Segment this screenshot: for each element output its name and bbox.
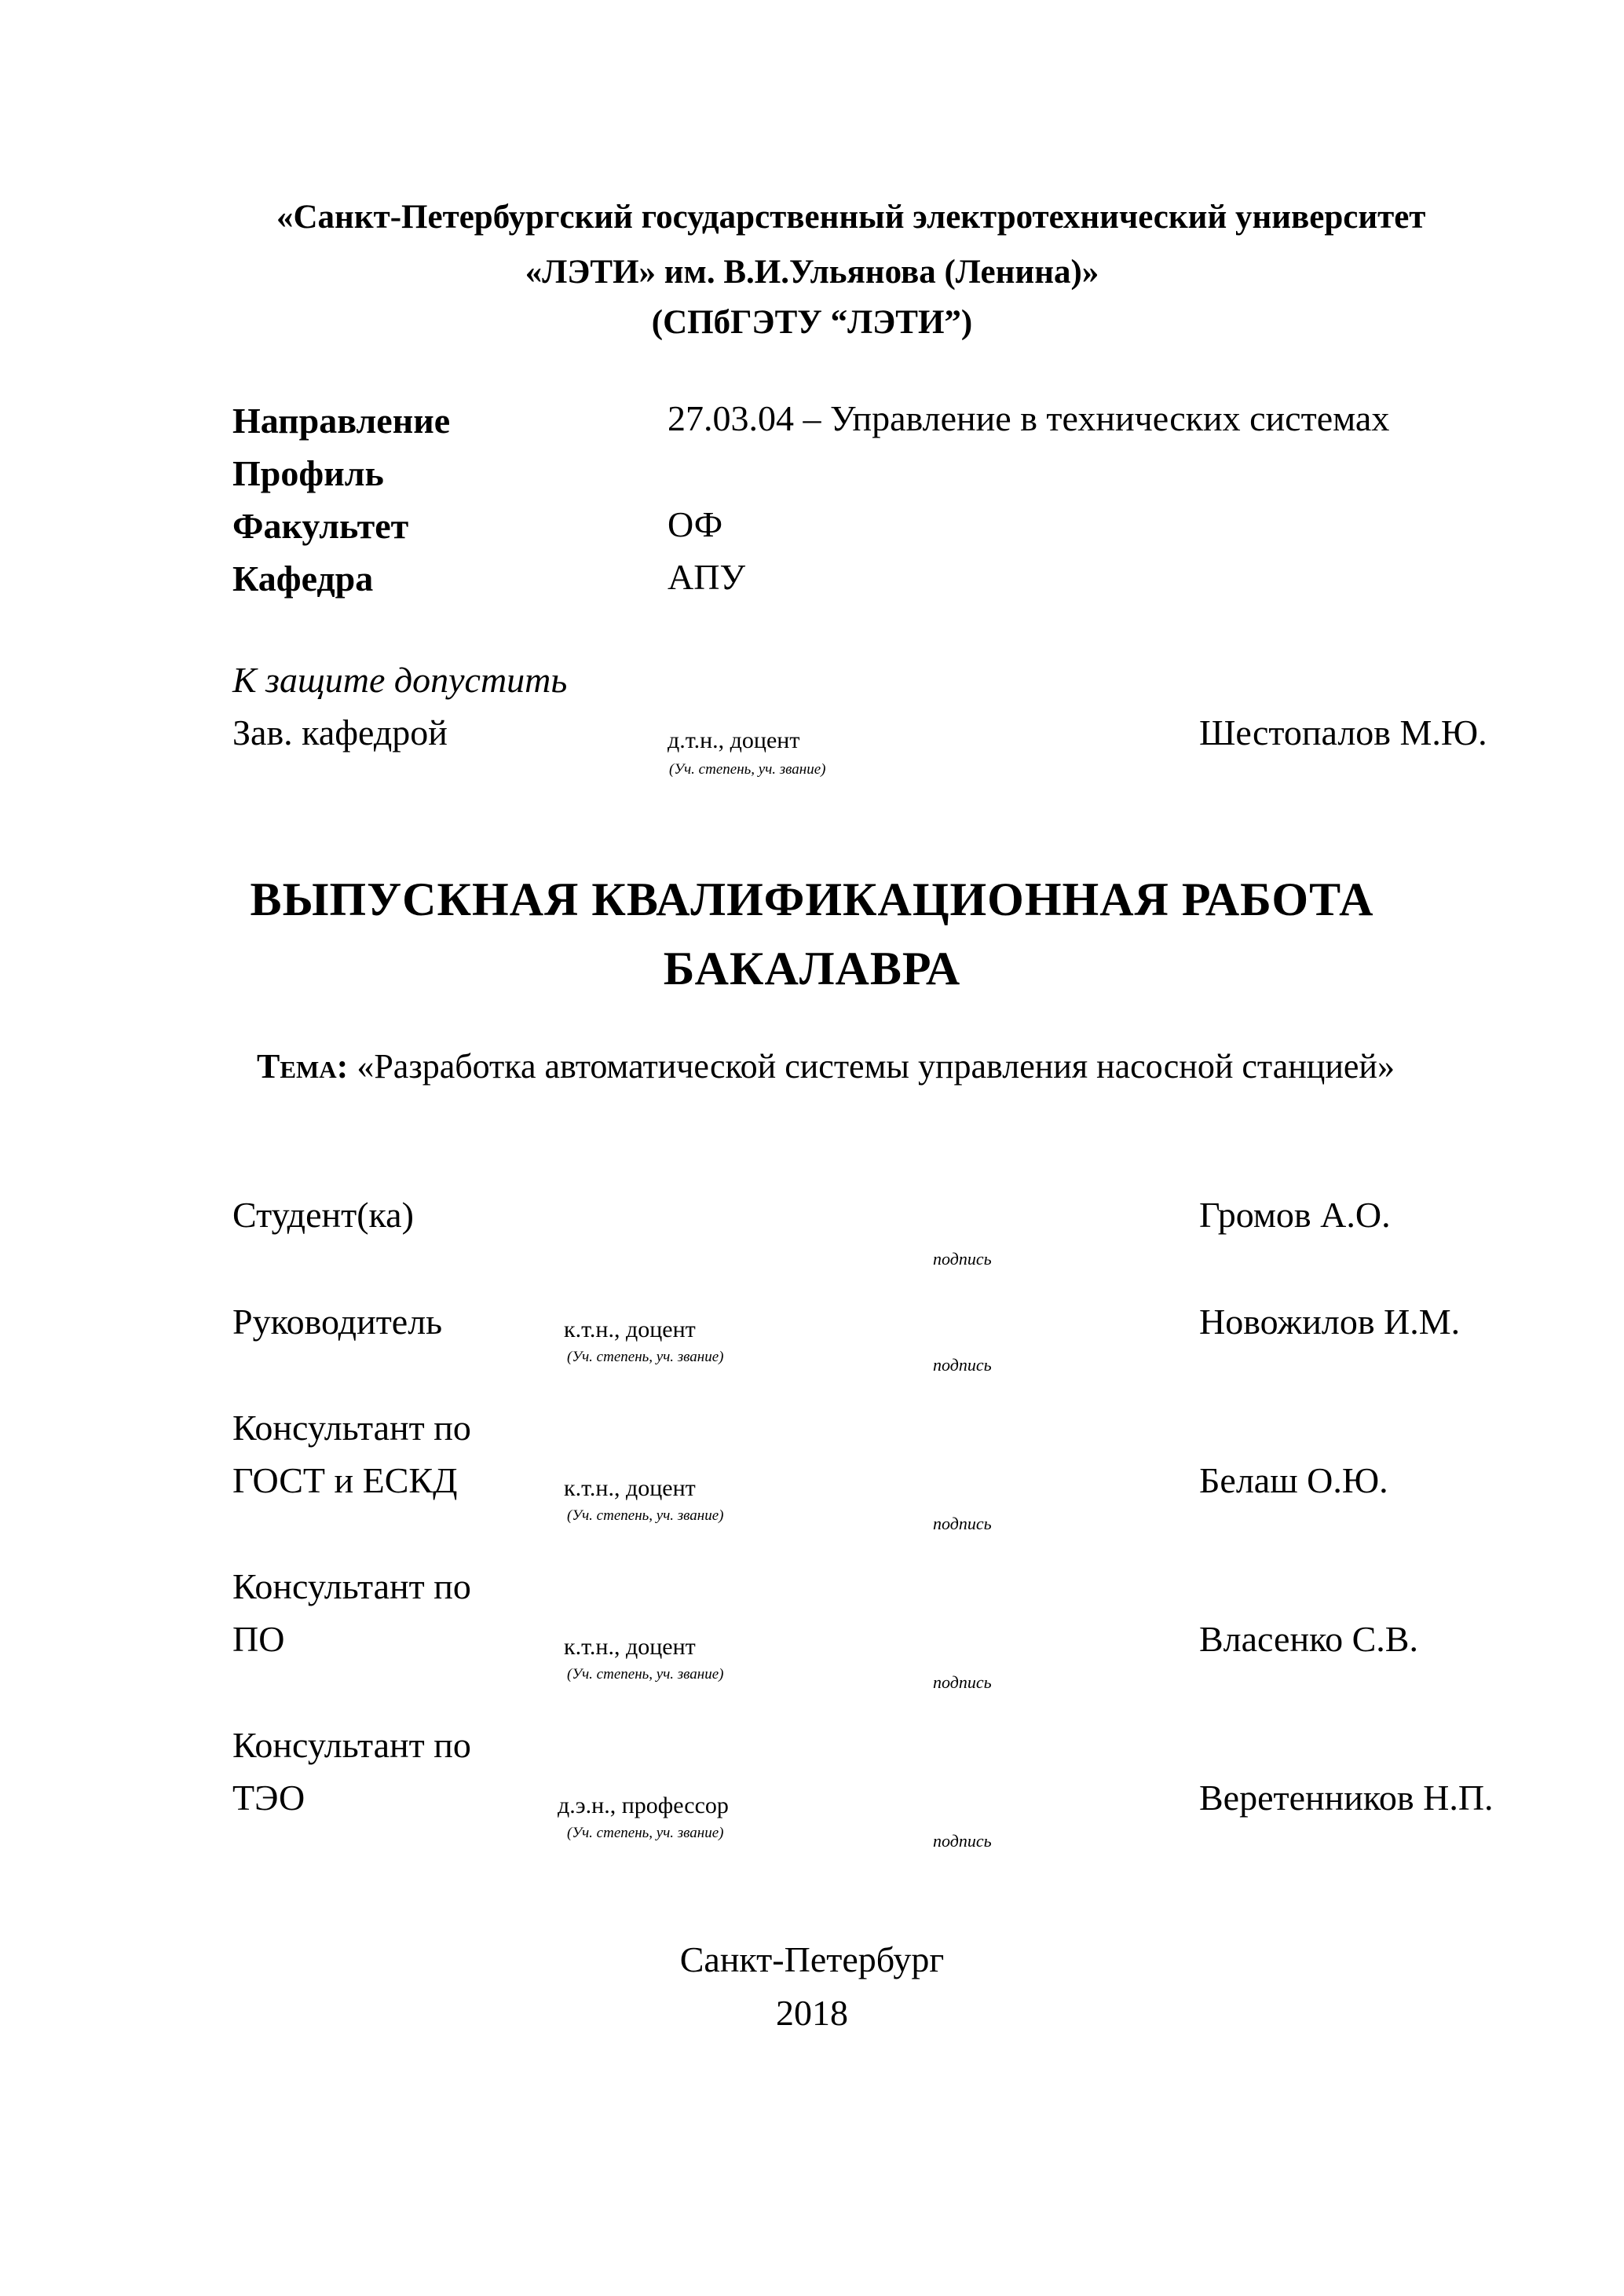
po-consultant-label-line1: Консультант по [232, 1566, 471, 1606]
topic-label: Тема: [257, 1047, 349, 1086]
direction-label: Направление [232, 401, 451, 441]
student-name: Громов А.О. [1199, 1195, 1391, 1235]
supervisor-degree-hint: (Уч. степень, уч. звание) [567, 1349, 724, 1365]
po-consultant-label-line2: ПО [232, 1619, 285, 1659]
head-degree-hint: (Уч. степень, уч. звание) [669, 761, 826, 778]
topic-line [257, 1049, 1395, 1084]
supervisor-label: Руководитель [232, 1302, 443, 1342]
teo-consultant-degree: д.э.н., профессор [558, 1792, 729, 1818]
supervisor-name: Новожилов И.М. [1199, 1302, 1461, 1342]
po-consultant-degree-hint: (Уч. степень, уч. звание) [567, 1666, 724, 1683]
gost-consultant-label-line2: ГОСТ и ЕСКД [232, 1460, 458, 1500]
faculty-value: ОФ [668, 504, 723, 544]
po-consultant-signature-hint: подпись [933, 1672, 992, 1692]
gost-consultant-degree-hint: (Уч. степень, уч. звание) [567, 1507, 724, 1524]
direction-value: 27.03.04 – Управление в технических системах [668, 398, 1390, 438]
head-of-department-label: Зав. кафедрой [232, 712, 448, 753]
faculty-label: Факультет [232, 506, 409, 546]
head-of-department-name: Шестопалов М.Ю. [1199, 712, 1487, 753]
university-name-line2: «ЛЭТИ» им. В.И.Ульянова (Ленина)» [525, 254, 1099, 291]
po-consultant-degree: к.т.н., доцент [564, 1634, 696, 1660]
work-title-line2: БАКАЛАВРА [663, 943, 961, 994]
gost-consultant-label-line1: Консультант по [232, 1408, 471, 1448]
teo-consultant-name: Веретенников Н.П. [1199, 1778, 1494, 1818]
gost-consultant-name: Белаш О.Ю. [1199, 1460, 1388, 1500]
department-value: АПУ [668, 557, 746, 597]
profile-label: Профиль [232, 453, 384, 493]
supervisor-signature-hint: подпись [933, 1355, 992, 1375]
teo-consultant-label-line2: ТЭО [232, 1778, 305, 1818]
admission-label: К защите допустить [232, 660, 568, 700]
university-name-line1: «Санкт-Петербургский государственный электротехнический университет [276, 199, 1426, 236]
po-consultant-name: Власенко С.В. [1199, 1619, 1418, 1659]
supervisor-degree: к.т.н., доцент [564, 1316, 696, 1342]
head-degree: д.т.н., доцент [668, 727, 800, 753]
gost-consultant-signature-hint: подпись [933, 1514, 992, 1533]
university-short-name: (СПбГЭТУ “ЛЭТИ”) [651, 304, 973, 341]
gost-consultant-degree: к.т.н., доцент [564, 1475, 696, 1501]
teo-consultant-degree-hint: (Уч. степень, уч. звание) [567, 1825, 724, 1841]
work-title-line1: ВЫПУСКНАЯ КВАЛИФИКАЦИОННАЯ РАБОТА [250, 873, 1374, 925]
teo-consultant-signature-hint: подпись [933, 1831, 992, 1851]
teo-consultant-label-line1: Консультант по [232, 1725, 471, 1765]
topic-value: «Разработка автоматической системы управления насосной станцией» [357, 1047, 1395, 1086]
footer-city: Санкт-Петербург [679, 1939, 945, 1979]
footer-year: 2018 [776, 1993, 848, 2033]
student-label: Студент(ка) [232, 1195, 414, 1235]
student-signature-hint: подпись [933, 1249, 992, 1269]
department-label: Кафедра [232, 558, 374, 599]
